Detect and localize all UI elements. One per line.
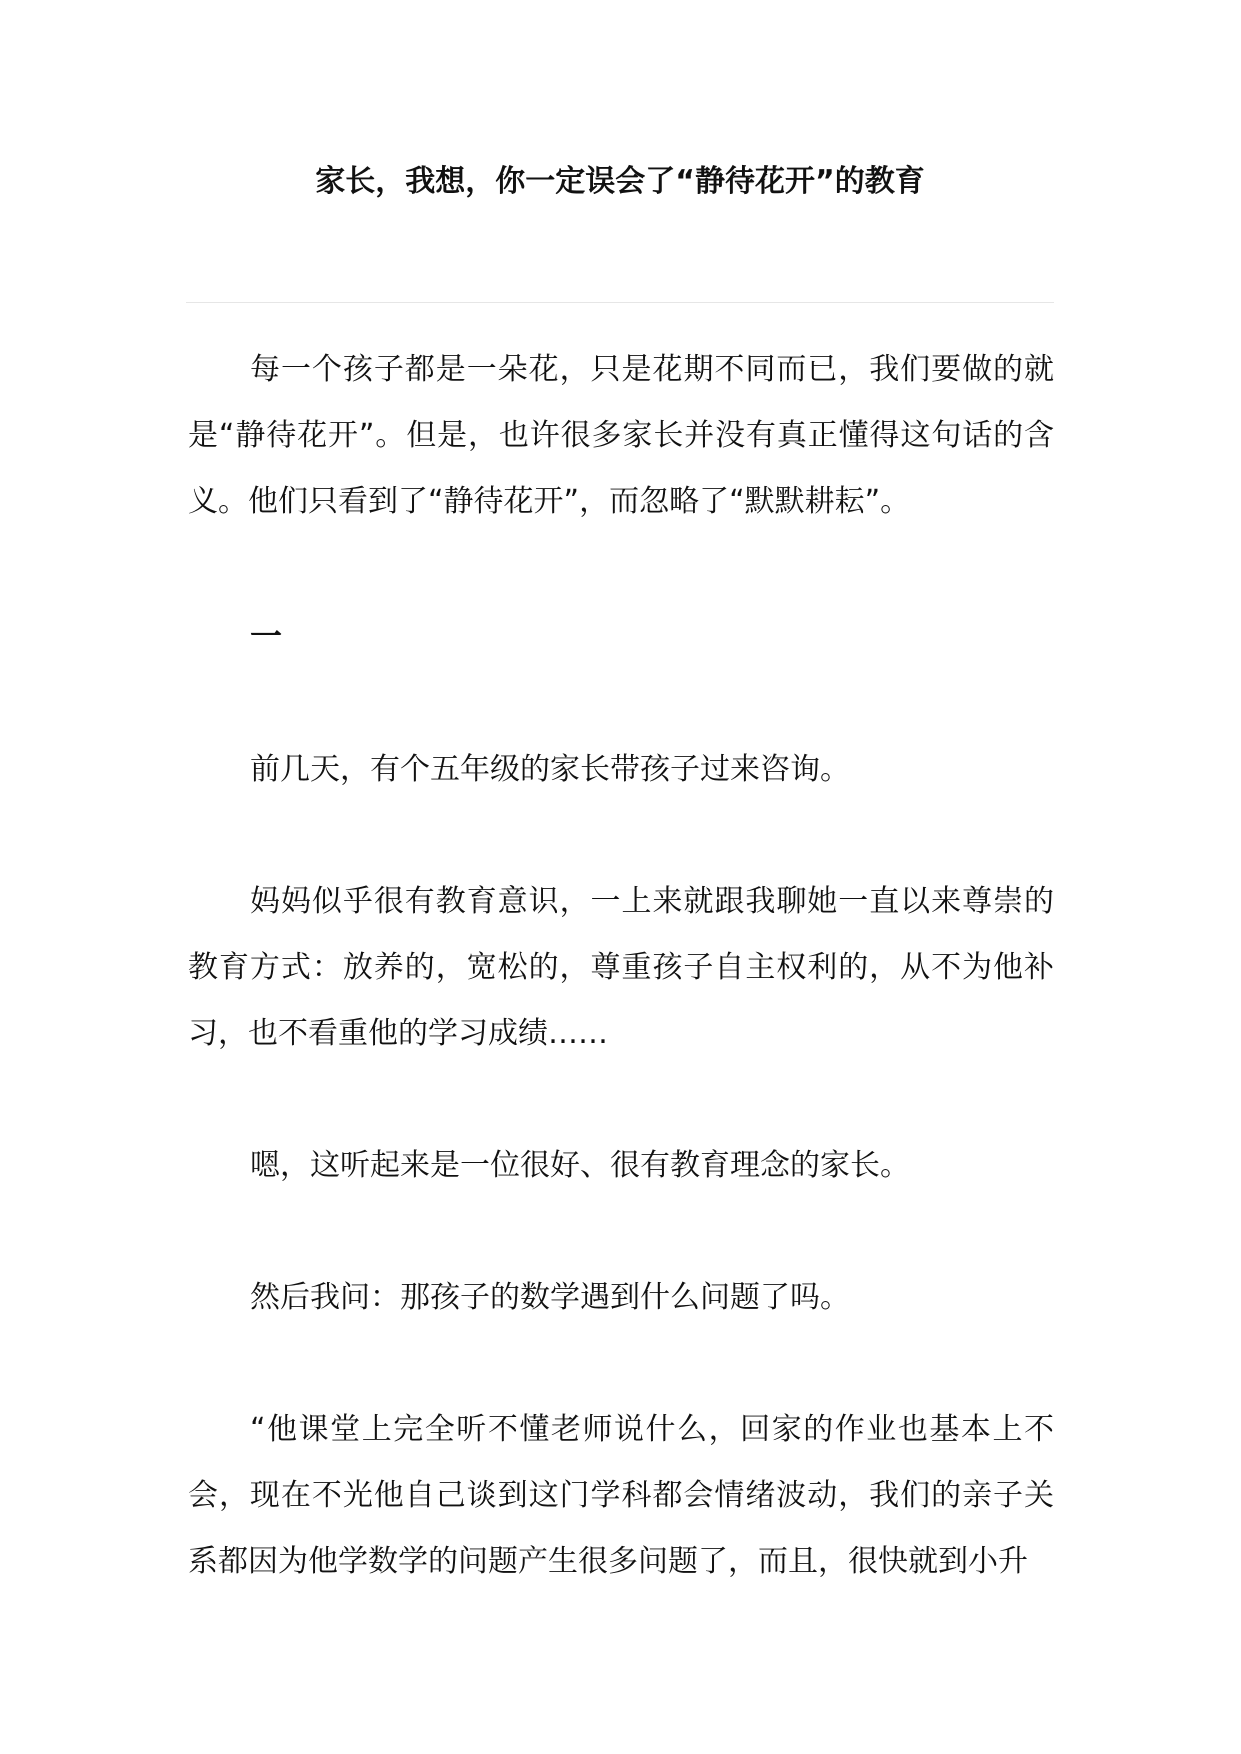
section-number: 一 [250, 617, 283, 655]
article-title: 家长，我想，你一定误会了“静待花开”的教育 [315, 164, 925, 199]
body-paragraph: 嗯，这听起来是一位很好、很有教育理念的家长。 [250, 1148, 910, 1183]
article-body [188, 337, 1054, 1595]
body-paragraph: “他课堂上完全听不懂老师说什么，回家的作业也基本上不会，现在不光他自己谈到这门学科都会情绪波动，我们的亲子关系都因为他学数学的问题产生很多问题了，而且，很快就到小升 [188, 1412, 1054, 1579]
body-paragraph: 然后我问：那孩子的数学遇到什么问题了吗。 [250, 1280, 850, 1315]
intro-paragraph: 每一个孩子都是一朵花，只是花期不同而已，我们要做的就是“静待花开”。但是，也许很多家长并没有真正懂得这句话的含义。他们只看到了“静待花开”，而忽略了“默默耕耘”。 [188, 352, 1054, 519]
body-paragraph: 妈妈似乎很有教育意识，一上来就跟我聊她一直以来尊崇的教育方式：放养的，宽松的，尊重孩子自主权利的，从不为他补习，也不看重他的学习成绩…… [188, 884, 1054, 1051]
title-divider [186, 302, 1054, 303]
body-paragraph: 前几天，有个五年级的家长带孩子过来咨询。 [250, 752, 850, 787]
